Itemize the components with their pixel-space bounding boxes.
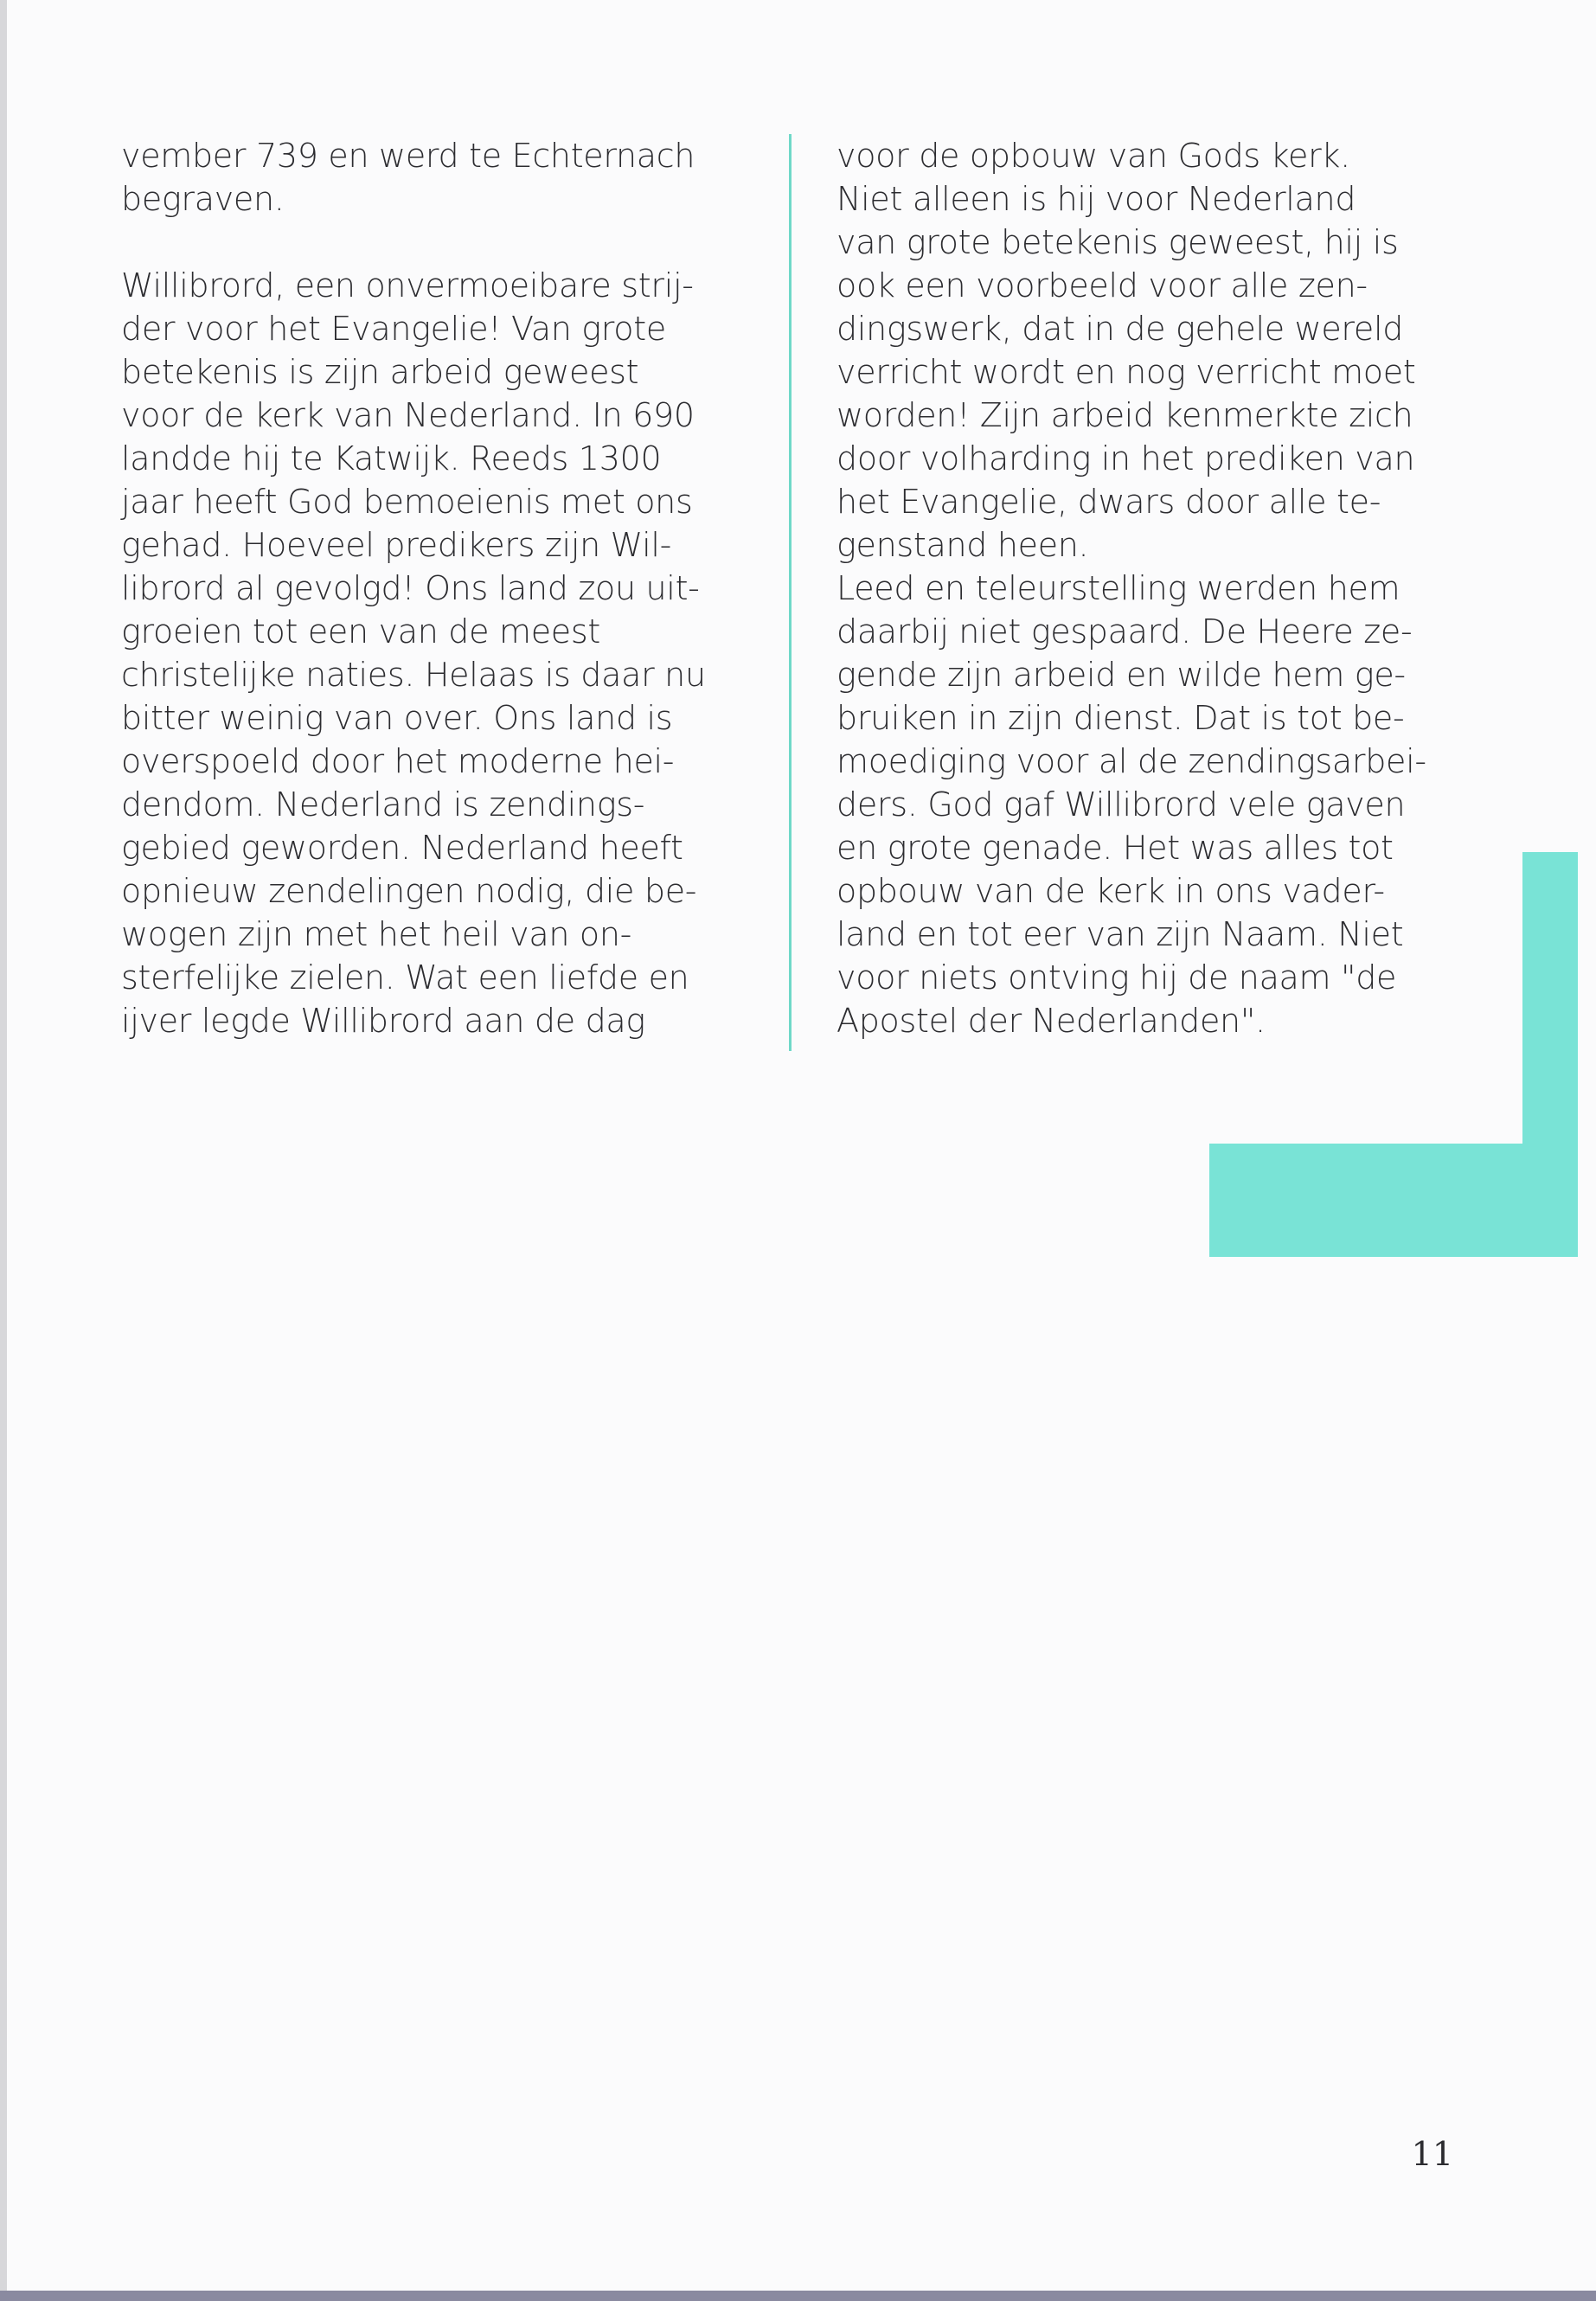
right-paragraph-1: [836, 134, 1459, 1042]
accent-bar-horizontal: [1209, 1144, 1578, 1257]
text-line: gebied geworden. Nederland heeft: [121, 829, 683, 867]
right-text-column: [836, 134, 1459, 1042]
text-line: betekenis is zijn arbeid geweest: [121, 353, 639, 391]
text-line: ook een voorbeeld voor alle zen-: [836, 266, 1368, 304]
text-line: bitter weinig van over. Ons land is: [121, 699, 673, 737]
text-line: landde hij te Katwijk. Reeds 1300: [121, 439, 662, 478]
text-line: opbouw van de kerk in ons vader-: [836, 872, 1385, 910]
text-line: begraven.: [121, 180, 285, 218]
text-line: Apostel der Nederlanden".: [836, 1002, 1266, 1040]
text-line: worden! Zijn arbeid kenmerkte zich: [836, 396, 1413, 434]
text-line: genstand heen.: [836, 526, 1089, 564]
text-line: daarbij niet gespaard. De Heere ze-: [836, 612, 1413, 651]
text-line: voor de kerk van Nederland. In 690: [121, 396, 695, 434]
text-line: bruiken in zijn dienst. Dat is tot be-: [836, 699, 1405, 737]
text-line: wogen zijn met het heil van on-: [121, 915, 632, 953]
text-line: dingswerk, dat in de gehele wereld: [836, 310, 1404, 348]
text-line: verricht wordt en nog verricht moet: [836, 353, 1416, 391]
text-line: Willibrord, een onvermoeibare strij-: [121, 266, 694, 304]
text-line: ders. God gaf Willibrord vele gaven: [836, 785, 1406, 824]
text-line: Leed en teleurstelling werden hem: [836, 569, 1401, 607]
text-line: opnieuw zendelingen nodig, die be-: [121, 872, 697, 910]
text-line: Niet alleen is hij voor Nederland: [836, 180, 1356, 218]
text-line: vember 739 en werd te Echternach: [121, 137, 695, 175]
text-line: moediging voor al de zendingsarbei-: [836, 742, 1426, 780]
text-line: ijver legde Willibrord aan de dag: [121, 1002, 645, 1040]
text-line: door volharding in het prediken van: [836, 439, 1415, 478]
text-line: overspoeld door het moderne hei-: [121, 742, 675, 780]
text-line: jaar heeft God bemoeienis met ons: [121, 483, 693, 521]
left-paragraph-1: [121, 134, 761, 221]
page-bottom-edge: [0, 2291, 1596, 2301]
column-divider: [789, 134, 792, 1051]
text-line: dendom. Nederland is zendings-: [121, 785, 645, 824]
text-line: der voor het Evangelie! Van grote: [121, 310, 666, 348]
left-paragraph-2: [121, 264, 761, 1042]
text-line: groeien tot een van de meest: [121, 612, 600, 651]
text-line: christelijke naties. Helaas is daar nu: [121, 656, 706, 694]
text-line: gende zijn arbeid en wilde hem ge-: [836, 656, 1406, 694]
text-line: het Evangelie, dwars door alle te-: [836, 483, 1381, 521]
text-line: land en tot eer van zijn Naam. Niet: [836, 915, 1404, 953]
text-line: voor niets ontving hij de naam "de: [836, 958, 1397, 997]
text-line: en grote genade. Het was alles tot: [836, 829, 1394, 867]
text-line: gehad. Hoeveel predikers zijn Wil-: [121, 526, 672, 564]
text-line: voor de opbouw van Gods kerk.: [836, 137, 1350, 175]
text-line: librord al gevolgd! Ons land zou uit-: [121, 569, 700, 607]
text-line: van grote betekenis geweest, hij is: [836, 223, 1399, 261]
text-line: sterfelijke zielen. Wat een liefde en: [121, 958, 689, 997]
page-number: 11: [1411, 2135, 1453, 2173]
page-left-edge: [0, 0, 7, 2301]
left-text-column: [121, 134, 761, 1042]
